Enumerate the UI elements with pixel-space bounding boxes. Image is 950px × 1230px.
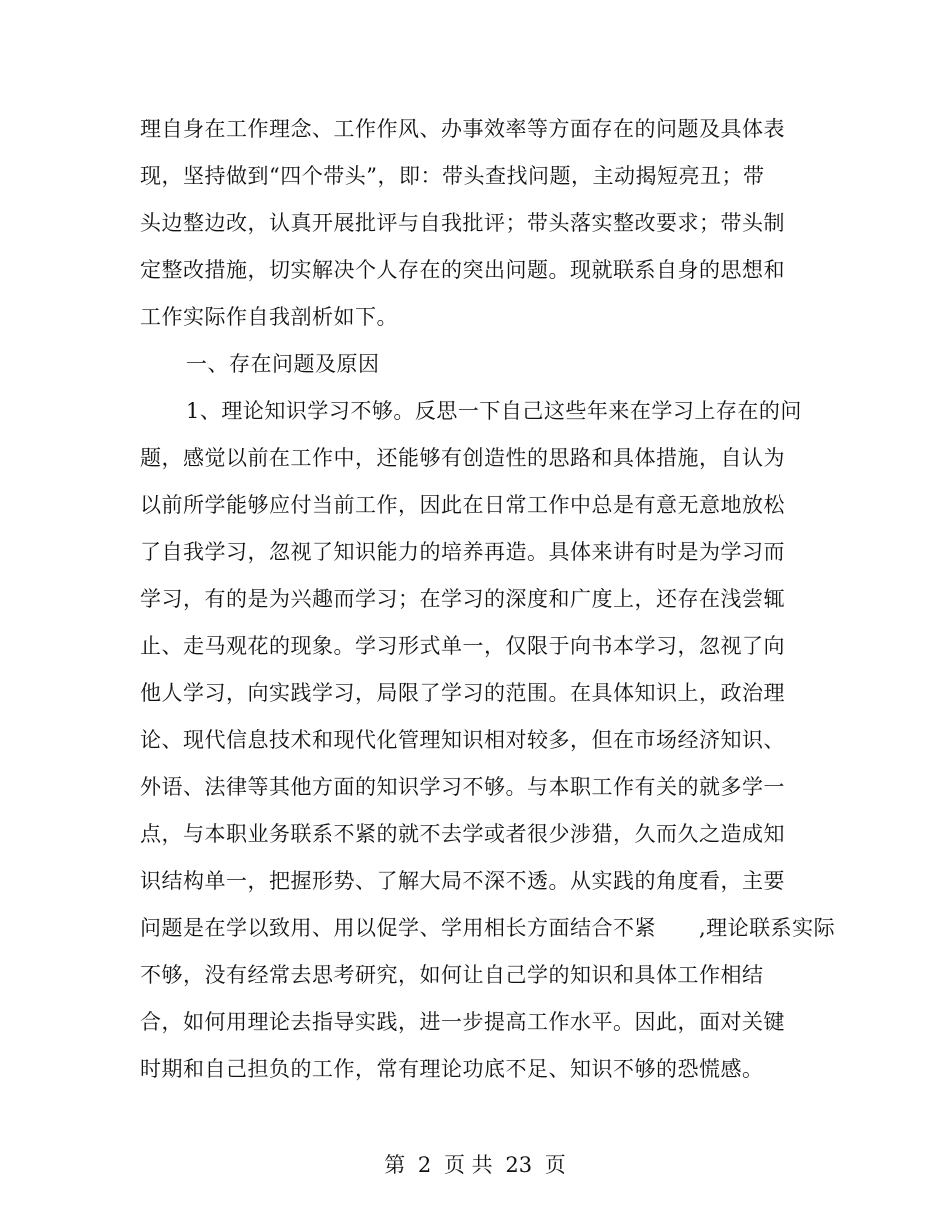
text-line: 以前所学能够应付当前工作，因此在日常工作中总是有意无意地放松 bbox=[140, 493, 785, 517]
footer-suffix: 页 bbox=[544, 1153, 566, 1177]
text-line: 不够，没有经常去思考研究，如何让自己学的知识和具体工作相结 bbox=[140, 963, 764, 987]
text-line: 理自身在工作理念、工作作风、办事效率等方面存在的问题及具体表 bbox=[140, 117, 785, 141]
text-line: 他人学习，向实践学习，局限了学习的范围。在具体知识上，政治理 bbox=[140, 681, 785, 705]
text-line: 止、走马观花的现象。学习形式单一，仅限于向书本学习，忽视了向 bbox=[140, 634, 785, 658]
text-line: 问题是在学以致用、用以促学、学用相长方面结合不紧 ,理论联系实际 bbox=[140, 916, 836, 940]
section-heading: 一、存在问题及原因 bbox=[186, 352, 380, 376]
footer-prefix: 第 bbox=[384, 1153, 406, 1177]
current-page-number: 2 bbox=[417, 1153, 432, 1177]
text-line: 了自我学习，忽视了知识能力的培养再造。具体来讲有时是为学习而 bbox=[140, 540, 785, 564]
text-line: 点，与本职业务联系不紧的就不去学或者很少涉猎，久而久之造成知 bbox=[140, 822, 785, 846]
page-footer bbox=[0, 1151, 950, 1179]
total-page-count: 23 bbox=[505, 1153, 533, 1177]
text-line: 现，坚持做到“四个带头”，即：带头查找问题，主动揭短亮丑；带 bbox=[140, 164, 765, 188]
text-line: 外语、法律等其他方面的知识学习不够。与本职工作有关的就多学一 bbox=[140, 775, 785, 799]
text-line: 头边整边改，认真开展批评与自我批评；带头落实整改要求；带头制 bbox=[140, 211, 785, 235]
text-line: 定整改措施，切实解决个人存在的突出问题。现就联系自身的思想和 bbox=[140, 258, 785, 282]
footer-middle: 页 共 bbox=[443, 1153, 493, 1177]
text-line: 识结构单一，把握形势、了解大局不深不透。从实践的角度看，主要 bbox=[140, 869, 785, 893]
text-line: 时期和自己担负的工作，常有理论功底不足、知识不够的恐慌感。 bbox=[140, 1057, 764, 1081]
text-line: 学习，有的是为兴趣而学习；在学习的深度和广度上，还存在浅尝辄 bbox=[140, 587, 785, 611]
paragraph-first-line: 1、理论知识学习不够。反思一下自己这些年来在学习上存在的问 bbox=[186, 399, 802, 423]
text-line: 题，感觉以前在工作中，还能够有创造性的思路和具体措施，自认为 bbox=[140, 446, 785, 470]
text-line: 论、现代信息技术和现代化管理知识相对较多，但在市场经济知识、 bbox=[140, 728, 785, 752]
text-line: 工作实际作自我剖析如下。 bbox=[140, 305, 398, 329]
text-line: 合，如何用理论去指导实践，进一步提高工作水平。因此，面对关键 bbox=[140, 1010, 785, 1034]
